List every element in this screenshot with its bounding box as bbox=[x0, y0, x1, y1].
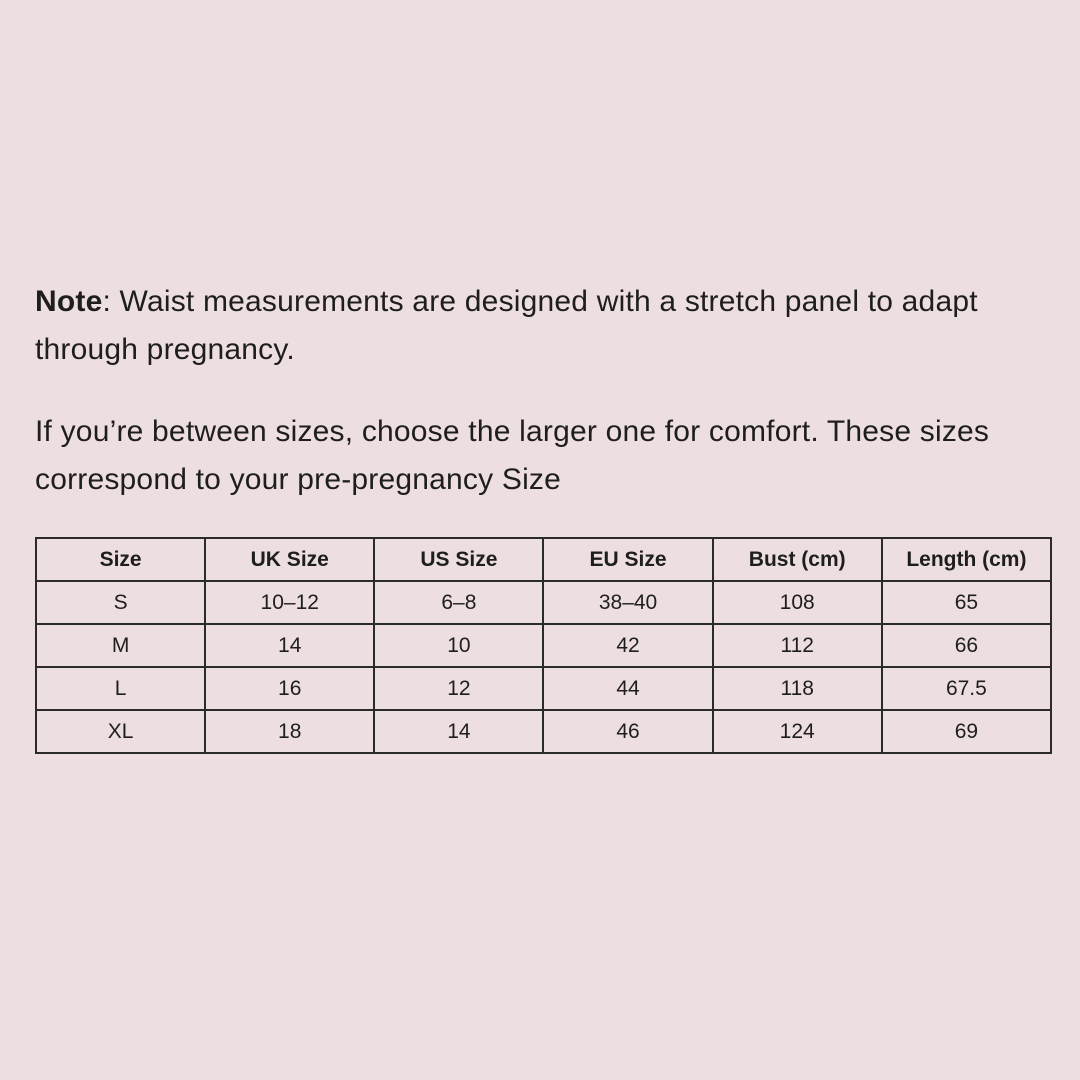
cell-bust-cm: 112 bbox=[713, 624, 882, 667]
cell-size: L bbox=[36, 667, 205, 710]
header-length-cm: Length (cm) bbox=[882, 538, 1051, 581]
cell-uk-size: 10–12 bbox=[205, 581, 374, 624]
note-text: : Waist measurements are designed with a stretch panel to adapt through pregnancy. bbox=[35, 285, 978, 366]
table-header-row bbox=[36, 538, 1051, 581]
cell-uk-size: 16 bbox=[205, 667, 374, 710]
table-row-xl bbox=[36, 710, 1051, 753]
cell-us-size: 6–8 bbox=[374, 581, 543, 624]
header-size: Size bbox=[36, 538, 205, 581]
table-row-l bbox=[36, 667, 1051, 710]
cell-us-size: 14 bbox=[374, 710, 543, 753]
cell-eu-size: 44 bbox=[543, 667, 712, 710]
header-us-size: US Size bbox=[374, 538, 543, 581]
intro-text: If you’re between sizes, choose the larger one for comfort. These sizes correspond to your pre-pregnancy Size bbox=[35, 415, 990, 496]
cell-eu-size: 42 bbox=[543, 624, 712, 667]
note-paragraph bbox=[35, 278, 1045, 374]
table-row-m bbox=[36, 624, 1051, 667]
cell-length-cm: 66 bbox=[882, 624, 1051, 667]
cell-us-size: 12 bbox=[374, 667, 543, 710]
cell-length-cm: 65 bbox=[882, 581, 1051, 624]
header-uk-size: UK Size bbox=[205, 538, 374, 581]
table-row-s bbox=[36, 581, 1051, 624]
cell-size: XL bbox=[36, 710, 205, 753]
cell-eu-size: 38–40 bbox=[543, 581, 712, 624]
size-chart-table bbox=[35, 537, 1052, 754]
cell-us-size: 10 bbox=[374, 624, 543, 667]
cell-bust-cm: 108 bbox=[713, 581, 882, 624]
note-label: Note bbox=[35, 285, 103, 318]
cell-length-cm: 67.5 bbox=[882, 667, 1051, 710]
cell-size: S bbox=[36, 581, 205, 624]
cell-bust-cm: 118 bbox=[713, 667, 882, 710]
cell-uk-size: 18 bbox=[205, 710, 374, 753]
cell-length-cm: 69 bbox=[882, 710, 1051, 753]
cell-eu-size: 46 bbox=[543, 710, 712, 753]
header-bust-cm: Bust (cm) bbox=[713, 538, 882, 581]
intro-paragraph bbox=[35, 408, 1045, 504]
cell-size: M bbox=[36, 624, 205, 667]
header-eu-size: EU Size bbox=[543, 538, 712, 581]
cell-bust-cm: 124 bbox=[713, 710, 882, 753]
cell-uk-size: 14 bbox=[205, 624, 374, 667]
